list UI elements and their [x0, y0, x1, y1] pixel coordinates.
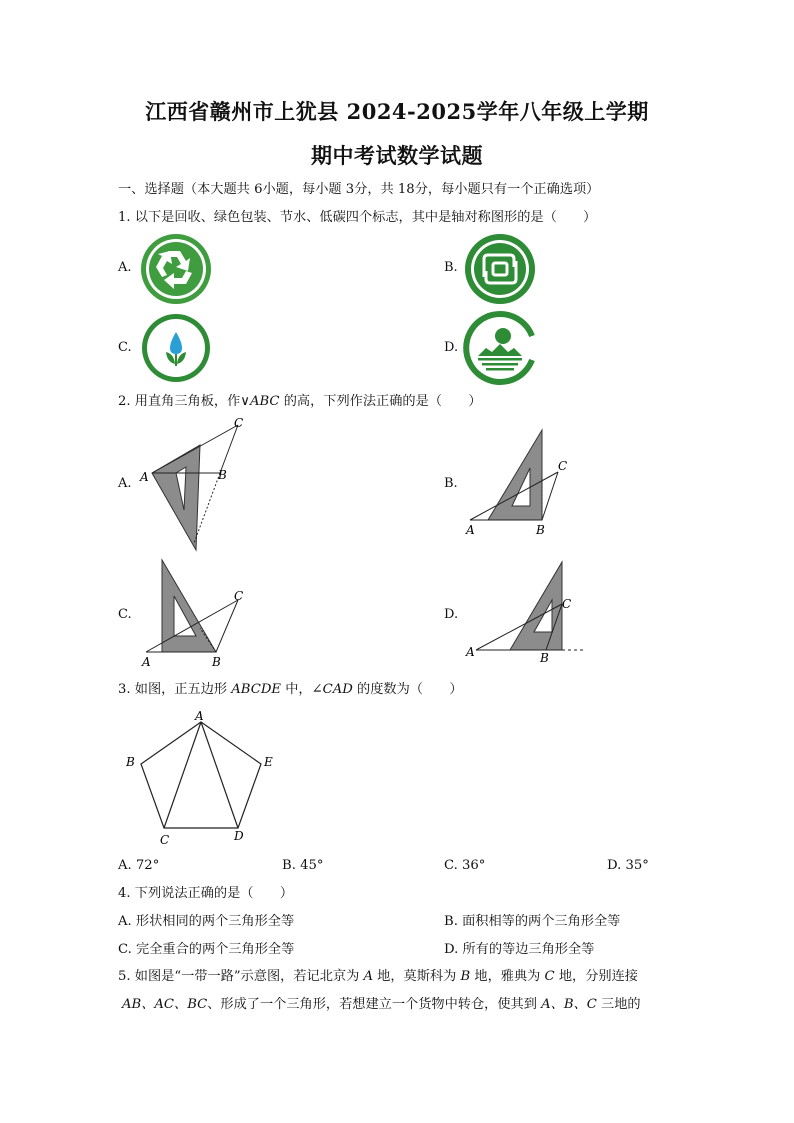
page-title-line1: 江西省赣州市上犹县 2024-2025学年八年级上学期 — [145, 99, 649, 124]
q2-stem: 2. 用直角三角板，作∨ABC 的高，下列作法正确的是（ ） — [118, 394, 482, 409]
q3-option-c: C. 36° — [444, 858, 486, 873]
q4-stem: 4. 下列说法正确的是（ ） — [118, 886, 294, 901]
q3-pentagon-figure — [122, 708, 282, 848]
q2b-point-a: A — [466, 523, 475, 537]
q3-vertex-c: C — [160, 833, 170, 847]
q2d-point-a: A — [466, 645, 475, 659]
q2-figure-c — [140, 558, 260, 670]
low-carbon-icon — [464, 312, 536, 384]
section-heading: 一、选择题（本大题共 6小题，每小题 3分，共 18分，每小题只有一个正确选项） — [118, 182, 600, 197]
q3-option-b: B. 45° — [282, 858, 324, 873]
q1-label-b: B. — [444, 260, 458, 275]
q3-vertex-a: A — [195, 709, 204, 723]
q1-label-d: D. — [444, 340, 459, 355]
recycle-icon — [140, 233, 212, 305]
q4-option-c: C. 完全重合的两个三角形全等 — [118, 942, 295, 957]
q2-label-d: D. — [444, 607, 459, 622]
q2d-point-c: C — [562, 597, 572, 611]
q3-vertex-b: B — [126, 755, 135, 769]
q3-option-a: A. 72° — [118, 858, 160, 873]
q2a-point-c: C — [234, 416, 244, 430]
q2c-point-c: C — [234, 589, 244, 603]
q5-line2: AB、AC、BC、形成了一个三角形，若想建立一个货物中转仓，使其到 A、B、C 三地的 — [122, 997, 641, 1012]
q4-option-d: D. 所有的等边三角形全等 — [444, 942, 595, 957]
q2d-point-b: B — [540, 651, 549, 665]
q4-option-b: B. 面积相等的两个三角形全等 — [444, 914, 621, 929]
q2-label-b: B. — [444, 476, 458, 491]
q4-option-a: A. 形状相同的两个三角形全等 — [118, 914, 295, 929]
green-packaging-icon — [464, 233, 536, 305]
water-saving-icon — [140, 312, 212, 384]
page-title-line2: 期中考试数学试题 — [311, 143, 483, 168]
q2-label-c: C. — [118, 607, 132, 622]
q3-vertex-e: E — [264, 755, 273, 769]
q2a-point-b: B — [218, 468, 227, 482]
q3-option-d: D. 35° — [607, 858, 649, 873]
q2c-point-b: B — [212, 655, 221, 669]
q2a-point-a: A — [140, 470, 149, 484]
q1-stem: 1. 以下是回收、绿色包装、节水、低碳四个标志，其中是轴对称图形的是（ ） — [118, 210, 597, 225]
q2b-point-c: C — [558, 459, 568, 473]
q2-figure-b — [462, 428, 592, 538]
q2c-point-a: A — [142, 655, 151, 669]
q2-figure-d — [462, 558, 592, 670]
q3-vertex-d: D — [234, 829, 244, 843]
q2-figure-a — [138, 415, 258, 555]
q5-line1: 5. 如图是“一带一路”示意图，若记北京为 A 地，莫斯科为 B 地，雅典为 C 地，分别连接 — [118, 969, 638, 984]
q2b-point-b: B — [536, 523, 545, 537]
q2-label-a: A. — [118, 476, 132, 491]
q1-label-a: A. — [118, 260, 132, 275]
q3-stem: 3. 如图，正五边形 ABCDE 中，∠CAD 的度数为（ ） — [118, 682, 463, 697]
q1-label-c: C. — [118, 340, 132, 355]
